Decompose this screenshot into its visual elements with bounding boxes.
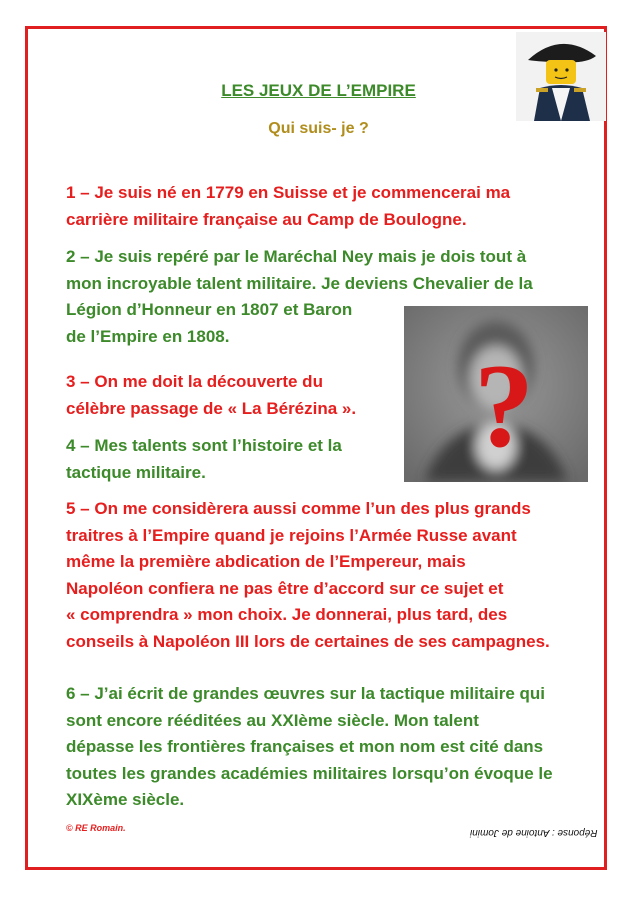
clue-6-line: sont encore rééditées au XXIème siècle. Mon talent [66,710,479,730]
copyright-note: © RE Romain. [66,823,126,833]
clue-4 [66,433,342,486]
clue-5 [66,496,550,655]
clue-6 [66,681,553,814]
clue-6-line: 6 – J’ai écrit de grandes œuvres sur la tactique militaire qui [66,684,546,703]
clue-5-line: même la première abdication de l’Empereur, mais [66,552,466,571]
clue-4-line: tactique militaire. [66,462,206,482]
question-mark-icon: ? [474,339,534,472]
clue-6-line: XIXème siècle. [66,790,185,809]
clue-3-line: 3 – On me doit la découverte du [66,372,323,391]
clue-2-line: Légion d’Honneur en 1807 et Baron [66,300,353,319]
clue-3 [66,369,356,422]
clue-2 [66,244,533,350]
clue-6-line: dépasse les frontières françaises et mon nom est cité dans [66,737,544,756]
clue-1 [66,180,510,233]
clue-3-line: célèbre passage de « La Bérézina ». [66,398,357,418]
page-title: LES JEUX DE L’EMPIRE [221,81,416,100]
napoleon-figure-image [516,32,606,121]
upside-down-answer: Réponse : Antoine de Jomini [470,827,598,838]
clue-1-line: carrière militaire française au Camp de Boulogne. [66,209,467,229]
clue-6-line: toutes les grandes académies militaires lorsqu’on évoque le [66,763,553,783]
clue-5-line: « comprendra » mon choix. Je donnerai, plus tard, des [66,605,508,624]
clue-5-line: traitres à l’Empire quand je rejoins l’Armée Russe avant [66,525,517,545]
clue-5-line: 5 – On me considèrera aussi comme l’un des plus grands [66,499,531,518]
clue-2-line: mon incroyable talent militaire. Je deviens Chevalier de la [66,273,533,293]
clue-1-line: 1 – Je suis né en 1779 en Suisse et je commencerai ma [66,183,511,202]
clue-5-line: Napoléon confiera ne pas être d’accord sur ce sujet et [66,578,504,598]
clue-2-line: de l’Empire en 1808. [66,326,230,346]
page-subtitle: Qui suis- je ? [268,120,369,137]
clue-2-line: 2 – Je suis repéré par le Maréchal Ney mais je dois tout à [66,247,527,266]
clue-4-line: 4 – Mes talents sont l’histoire et la [66,436,342,455]
clue-5-line: conseils à Napoléon III lors de certaines de ses campagnes. [66,631,550,651]
